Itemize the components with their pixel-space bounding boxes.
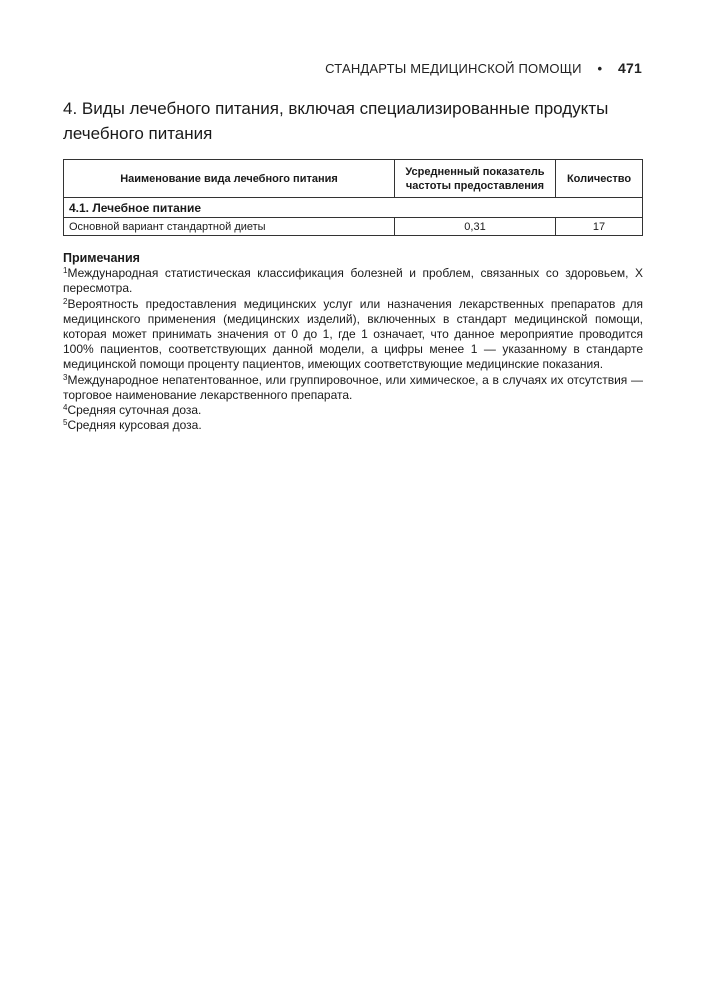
note-number: 1: [63, 266, 68, 276]
note-text: Средняя суточная доза.: [67, 403, 202, 418]
header-bullet: •: [597, 61, 603, 76]
note-text: Вероятность предоставления медицинских услуг или назначения лекарственных препаратов для медицинского применения (медицинских изделий), включенных в стандарт медицинской помощи, которая может принимать значения от 0 до 1, где 1 означает, что данное мероприятие проводится 100% пациентов, соответствующих данной модели, а цифры менее 1 — указанному в стандарте медицинской помощи проценту пациентов, имеющих соответствующие медицинские показания.: [63, 296, 643, 372]
note-number: 4: [63, 403, 68, 413]
table-group-row: [64, 198, 643, 218]
column-header-name: Наименование вида лечебного питания: [64, 160, 395, 198]
page-number: 471: [618, 60, 642, 76]
column-header-frequency: Усредненный показатель частоты предоставления: [395, 160, 556, 198]
note-text: Международная статистическая классификация болезней и проблем, связанных со здоровьем, X пересмотра.: [63, 266, 643, 296]
column-header-quantity: Количество: [556, 160, 643, 198]
running-header: [62, 60, 642, 76]
running-title: СТАНДАРТЫ МЕДИЦИНСКОЙ ПОМОЩИ: [325, 61, 582, 76]
note-item: [63, 403, 643, 418]
note-number: 3: [63, 372, 68, 382]
notes-title: Примечания: [63, 251, 140, 265]
note-item: [63, 266, 643, 296]
notes-section: [63, 251, 643, 433]
cell-frequency: 0,31: [395, 218, 556, 236]
table-row: [64, 218, 643, 236]
note-item: [63, 297, 643, 373]
note-text: Средняя курсовая доза.: [67, 418, 202, 433]
note-text: Международное непатентованное, или группировочное, или химическое, а в случаях их отсутствия — торговое наименование лекарственного препарата.: [63, 372, 643, 402]
table-header-row: [64, 160, 643, 198]
cell-quantity: 17: [556, 218, 643, 236]
nutrition-table: [63, 159, 643, 236]
note-item: [63, 418, 643, 433]
note-number: 2: [63, 296, 68, 306]
note-item: [63, 373, 643, 403]
cell-name: Основной вариант стандартной диеты: [64, 218, 395, 236]
note-number: 5: [63, 418, 68, 428]
group-label: 4.1. Лечебное питание: [64, 198, 643, 218]
section-title: 4. Виды лечебного питания, включая специализированные продукты лечебного питания: [63, 99, 609, 143]
